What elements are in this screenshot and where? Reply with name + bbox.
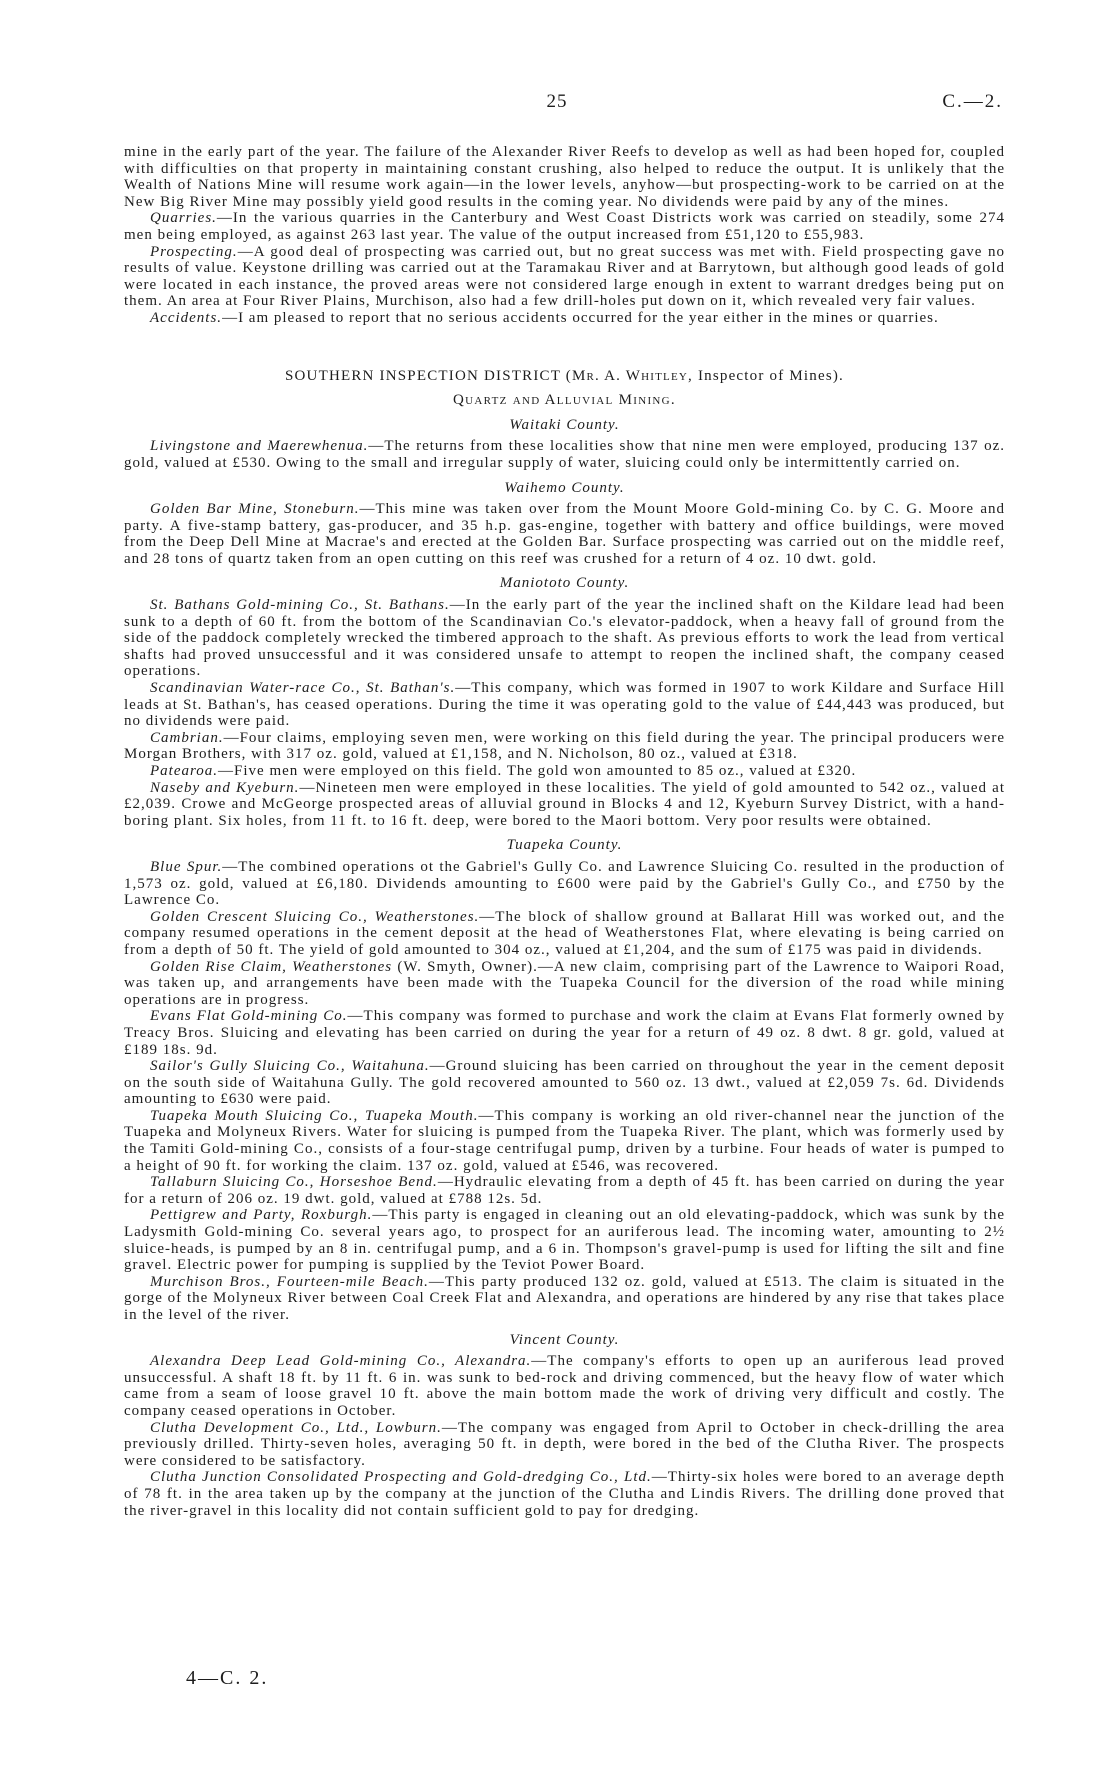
paragraph-clutha-development-co-ltd-lowburn — [124, 1420, 1005, 1470]
inspector-title: , Inspector of Mines). — [688, 367, 844, 384]
paragraph-heading: Clutha Development Co., Ltd., Lowburn. — [150, 1419, 442, 1436]
paragraph-quarries — [124, 210, 1005, 243]
paragraph-text: —In the various quarries in the Canterbury and West Coast Districts work was carried on steadily, some 274 men being employed, as against 263 last year. The value of the output increased from £51,120 to £55,983. — [124, 210, 1005, 243]
county-heading-maniototo-county: Maniototo County. — [499, 575, 630, 592]
paragraph-golden-bar-mine-stoneburn — [124, 501, 1005, 567]
paragraph-patearoa — [124, 763, 1005, 780]
paragraph-heading: Clutha Junction Consolidated Prospecting and Gold-dredging Co., Ltd. — [150, 1469, 652, 1486]
paragraph-livingstone-and-maerewhenua — [124, 438, 1005, 471]
paragraph-text: mine in the early part of the year. The failure of the Alexander River Reefs to develop as well as had been hoped for, coupled with difficulties on that property in maintaining constant crushing, also helped to reduce the output. It is unlikely that the Wealth of Nations Mine will resume work again—in the lower levels, anyhow—but prospecting-work to be carried on at the New Big River Mine may possibly yield good results in the coming year. No dividends were paid by any of the mines. — [124, 144, 1005, 210]
county-heading-waitaki-county: Waitaki County. — [509, 416, 620, 433]
paragraph-heading: St. Bathans Gold-mining Co., St. Bathans. — [150, 597, 450, 614]
paragraph-pettigrew-and-party-roxburgh — [124, 1207, 1005, 1273]
county-heading-tuapeka-county: Tuapeka County. — [506, 837, 623, 854]
paragraph-alexandra-deep-lead-gold-mining-co-alexandra — [124, 1353, 1005, 1419]
paragraph-cambrian — [124, 730, 1005, 763]
paragraph-heading: Tuapeka Mouth Sluicing Co., Tuapeka Mouth. — [150, 1107, 479, 1124]
paragraph-heading: Accidents. — [150, 309, 223, 326]
inspector-name: Mr. A. Whitley — [571, 367, 689, 384]
paragraph-blue-spur — [124, 859, 1005, 909]
paragraph-text: —Five men were employed on this field. The gold won amounted to 85 oz., valued at £320. — [218, 763, 857, 779]
paragraph-text: —The company's efforts to open up an auriferous lead proved unsuccessful. A shaft 18 ft. by 11 ft. 6 in. was sunk to bed-rock and driving commenced, but the heavy flow of water which came from a seam of loose gravel 10 ft. above the main bottom made the work of driving very difficult and costly. The company ceased operations in October. — [124, 1353, 1005, 1419]
paragraph-heading: Prospecting. — [150, 243, 238, 260]
paragraph-sailor-s-gully-sluicing-co-waitahuna — [124, 1058, 1005, 1108]
paragraph-text: —This company was formed to purchase and work the claim at Evans Flat formerly owned by Treacy Bros. Sluicing and elevating has been carried on during the year for a return of 49 oz. 8 dwt. 8 gr. gold, valued at £189 18s. 9d. — [124, 1008, 1005, 1058]
paragraph-text: —The company was engaged from April to October in check-drilling the area previously drilled. Thirty-seven holes, averaging 50 ft. in depth, were bored in the bed of the Clutha River. The prospects were considered to be satisfactory. — [124, 1419, 1006, 1469]
paragraph-accidents — [124, 310, 1005, 327]
county-heading-vincent-county: Vincent County. — [509, 1331, 620, 1348]
paragraph-text: —This party is engaged in cleaning out an old elevating-paddock, which was sunk by the Ladysmith Gold-mining Co. several years ago, to prospect for an auriferous lead. The incoming water, amounting to 2½ sluice-heads, is pumped by an 8 in. centrifugal pump, and a 6 in. Thompson's gravel-pump is used for lifting the silt and fine gravel. Electric power for pumping is supplied by the Teviot Power Board. — [124, 1207, 1005, 1274]
paragraph-text: —The block of shallow ground at Ballarat Hill was worked out, and the company resumed operations in the cement deposit at the head of Weatherstones Flat, where elevating is being carried on from a depth of 50 ft. The yield of gold amounted to 304 oz., valued at £1,204, and the sum of £175 was paid in dividends. — [124, 908, 1005, 958]
paragraph-text: —This mine was taken over from the Mount Moore Gold-mining Co. by C. G. Moore and party. A five-stamp battery, gas-producer, and 35 h.p. gas-engine, together with battery and office buildings, were moved from the Deep Dell Mine at Macrae's and erected at the Golden Bar. Surface prospecting was carried out on the middle reef, and 28 tons of quartz taken from an open cutting on this reef was crushed for a return of 4 oz. 10 dwt. gold. — [124, 501, 1006, 567]
section-subheading: Quartz and Alluvial Mining. — [453, 392, 676, 409]
paragraph-heading: Murchison Bros., Fourteen-mile Beach. — [150, 1273, 429, 1290]
paragraph-heading: Golden Bar Mine, Stoneburn. — [150, 501, 360, 518]
paragraph-heading: Evans Flat Gold-mining Co. — [150, 1008, 348, 1025]
paragraph-heading: Blue Spur. — [150, 858, 223, 875]
paragraph-golden-rise-claim-weatherstones — [124, 959, 1005, 1009]
paragraph-heading: Golden Rise Claim, Weatherstones — [150, 958, 393, 975]
paragraph-heading: Patearoa. — [150, 763, 219, 779]
paragraph-text: —A good deal of prospecting was carried out, but no great success was met with. Field prospecting gave no results of value. Keystone drilling was carried out at the Taramakau River and at Barrytown, but although good leads of gold were located in each instance, the proved areas were not considered large enough in extent to warrant dredges being put on them. An area at Four River Plains, Murchison, also had a few drill-holes put down on it, which revealed very fair values. — [124, 243, 1005, 310]
paragraph-text: —Nineteen men were employed in these localities. The yield of gold amounted to 542 oz., valued at £2,039. Crowe and McGeorge prospected areas of alluvial ground in Blocks 4 and 12, Kyeburn Survey District, with a hand-boring plant. Six holes, from 11 ft. to 16 ft. deep, were bored to the Maori bottom. Very poor results were obtained. — [124, 779, 1005, 829]
paragraph-text: —Thirty-six holes were bored to an average depth of 78 ft. in the area taken up by the company at the junction of the Clutha and Lindis Rivers. The drilling done proved that the river-gravel in this locality did not contain sufficient gold to pay for dredging. — [124, 1469, 1005, 1519]
paragraph-text: —This company, which was formed in 1907 to work Kildare and Surface Hill leads at St. Bathan's, has ceased operations. During the time it was operating gold to the value of £44,443 was produced, but no dividends were paid. — [124, 680, 1005, 730]
paragraph-heading: Golden Crescent Sluicing Co., Weatherstones. — [150, 908, 480, 925]
report-text-body — [124, 144, 1005, 1519]
paragraph-tallaburn-sluicing-co-horseshoe-bend — [124, 1174, 1005, 1207]
paragraph-text: —This company is working an old river-channel near the junction of the Tuapeka and Molyneux Rivers. Water for sluicing is pumped from the Tuapeka River. The plant, which was formerly used by the Tamiti Gold-mining Co., consists of a four-stage centrifugal pump, driven by a turbine. Four heads of water is pumped to a height of 90 ft. for working the claim. 137 oz. gold, valued at £546, was recovered. — [124, 1107, 1005, 1174]
paragraph-heading: Scandinavian Water-race Co., St. Bathan's. — [150, 680, 456, 697]
paragraph-text: —Four claims, employing seven men, were working on this field during the year. The principal producers were Morgan Brothers, with 317 oz. gold, valued at £1,158, and N. Nicholson, 80 oz., valued at £318. — [124, 729, 1005, 763]
paragraph-text: —I am pleased to report that no serious accidents occurred for the year either in the mines or quarries. — [222, 309, 939, 326]
paragraph-tuapeka-mouth-sluicing-co-tuapeka-mouth — [124, 1108, 1005, 1174]
paragraph-text: —Hydraulic elevating from a depth of 45 ft. has been carried on during the year for a return of 206 oz. 19 dwt. gold, valued at £788 12s. 5d. — [124, 1174, 1005, 1207]
paragraph-st-bathans-gold-mining-co-st-bathans — [124, 597, 1005, 680]
document-reference: C.—2. — [942, 91, 1003, 112]
paragraph-heading: Alexandra Deep Lead Gold-mining Co., Alexandra. — [150, 1353, 532, 1370]
paragraph-continued — [124, 144, 1005, 210]
county-heading-waihemo-county: Waihemo County. — [504, 479, 625, 496]
paragraph-naseby-and-kyeburn — [124, 780, 1005, 830]
district-title: SOUTHERN INSPECTION DISTRICT ( — [284, 367, 572, 384]
paragraph-heading: Pettigrew and Party, Roxburgh. — [150, 1207, 373, 1224]
paragraph-murchison-bros-fourteen-mile-beach — [124, 1274, 1005, 1324]
paragraph-text: (W. Smyth, Owner).—A new claim, comprising part of the Lawrence to Waipori Road, was taken up, and arrangements have been made with the Tuapeka Council for the diversion of the road while mining operations are in progress. — [124, 958, 1005, 1008]
paragraph-golden-crescent-sluicing-co-weatherstones — [124, 909, 1005, 959]
paragraph-scandinavian-water-race-co-st-bathan-s — [124, 680, 1005, 730]
paragraph-heading: Naseby and Kyeburn. — [150, 779, 300, 796]
paragraph-heading: Livingstone and Maerewhenua. — [150, 438, 369, 455]
paragraph-prospecting — [124, 244, 1005, 310]
page-number: 25 — [546, 91, 568, 112]
paragraph-heading: Cambrian. — [150, 729, 224, 746]
paragraph-evans-flat-gold-mining-co — [124, 1008, 1005, 1058]
paragraph-text: —The combined operations ot the Gabriel's Gully Co. and Lawrence Sluicing Co. resulted in the production of 1,573 oz. gold, valued at £6,180. Dividends amounting to £600 were paid by the Gabriel's Gully Co., and £750 by the Lawrence Co. — [124, 858, 1005, 909]
district-heading — [124, 368, 1005, 385]
page-signature: 4—C. 2. — [186, 1667, 269, 1689]
paragraph-text: —This party produced 132 oz. gold, valued at £513. The claim is situated in the gorge of the Molyneux River between Coal Creek Flat and Alexandra, and operations are hindered by any rise that takes place in the level of the river. — [124, 1273, 1005, 1323]
paragraph-text: —In the early part of the year the inclined shaft on the Kildare lead had been sunk to a depth of 60 ft. from the bottom of the Scandinavian Co.'s elevator-paddock, when a heavy fall of ground from the side of the paddock completely wrecked the timbered approach to the shaft. As previous efforts to work the lead from vertical shafts had proved unsuccessful and it was considered unsafe to attempt to reopen the inclined shaft, the company ceased operations. — [124, 597, 1006, 680]
paragraph-heading: Sailor's Gully Sluicing Co., Waitahuna. — [150, 1058, 430, 1075]
paragraph-heading: Quarries. — [150, 210, 217, 227]
paragraph-text: —The returns from these localities show that nine men were employed, producing 137 oz. gold, valued at £530. Owing to the small and irregular supply of water, sluicing could only be intermittently carried on. — [124, 438, 1005, 471]
paragraph-clutha-junction-consolidated-prospecting-and-gol — [124, 1469, 1005, 1519]
paragraph-heading: Tallaburn Sluicing Co., Horseshoe Bend. — [150, 1174, 438, 1191]
paragraph-text: —Ground sluicing has been carried on throughout the year in the cement deposit on the south side of Waitahuna Gully. The gold recovered amounted to 560 oz. 13 dwt., valued at £2,059 7s. 6d. Dividends amounting to £630 were paid. — [124, 1058, 1005, 1108]
